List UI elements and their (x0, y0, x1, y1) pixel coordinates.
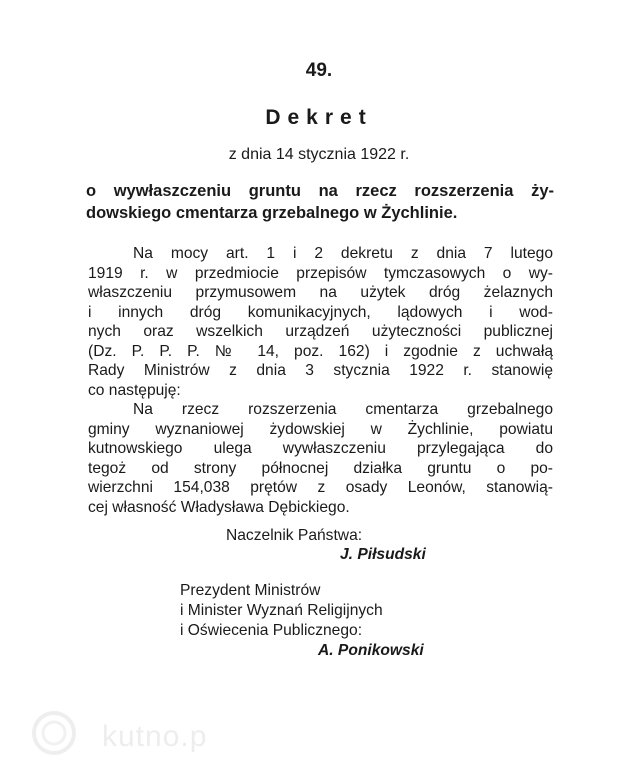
body-line: nych oraz wszelkich urządzeń użyteczności publicznej (88, 323, 553, 340)
watermark-icon (24, 708, 94, 758)
signature2-title-line: i Minister Wyznań Religijnych (180, 602, 383, 619)
body-line: i innych dróg komunikacyjnych, lądowych i wod- (88, 303, 553, 321)
document-subject (86, 180, 554, 224)
body-line: Na rzecz rozszerzenia cmentarza grzebalnego (133, 401, 553, 418)
document-number: 49. (305, 60, 333, 81)
subject-line: dowskiego cmentarza grzebalnego w Żychlinie. (86, 204, 458, 222)
body-line: tegoż od strony północnej działka gruntu o po- (88, 459, 553, 477)
signature2-name: A. Ponikowski (318, 642, 424, 659)
document-date: z dnia 14 stycznia 1922 r. (228, 146, 410, 163)
document-body (88, 244, 553, 517)
signature2-title-line: i Oświecenia Publicznego: (180, 622, 363, 639)
body-line: kutnowskiego ulega wywłaszczeniu przylegająca do (88, 440, 553, 457)
body-line: 1919 r. w przedmiocie przepisów tymczasowych o wy- (88, 264, 553, 282)
body-line: co następuję: (88, 381, 181, 399)
document-title: Dekret (265, 106, 373, 129)
body-line: wierzchni 154,038 prętów z osady Leonów, stanowią- (88, 479, 553, 496)
body-line: Rady Ministrów z dnia 3 stycznia 1922 r. stanowię (88, 362, 553, 379)
subject-line: o wywłaszczeniu gruntu na rzecz rozszerzenia ży- (86, 182, 554, 200)
body-line: cej własność Władysława Dębickiego. (88, 498, 350, 516)
watermark-text: kutno.p (102, 720, 208, 753)
signature2-title-line: Prezydent Ministrów (180, 582, 321, 599)
body-line: Na mocy art. 1 i 2 dekretu z dnia 7 lutego (133, 245, 553, 262)
body-line: właszczeniu przymusowem na użytek dróg żelaznych (88, 284, 553, 301)
signature1-title: Naczelnik Państwa: (226, 527, 363, 544)
watermark-logo (24, 708, 244, 768)
signature1-name: J. Piłsudski (340, 546, 426, 563)
body-line: (Dz. P. P. P. № 14, poz. 162) i zgodnie z uchwałą (88, 342, 553, 360)
body-line: gminy wyznaniowej żydowskiej w Żychlinie, powiatu (88, 420, 553, 438)
